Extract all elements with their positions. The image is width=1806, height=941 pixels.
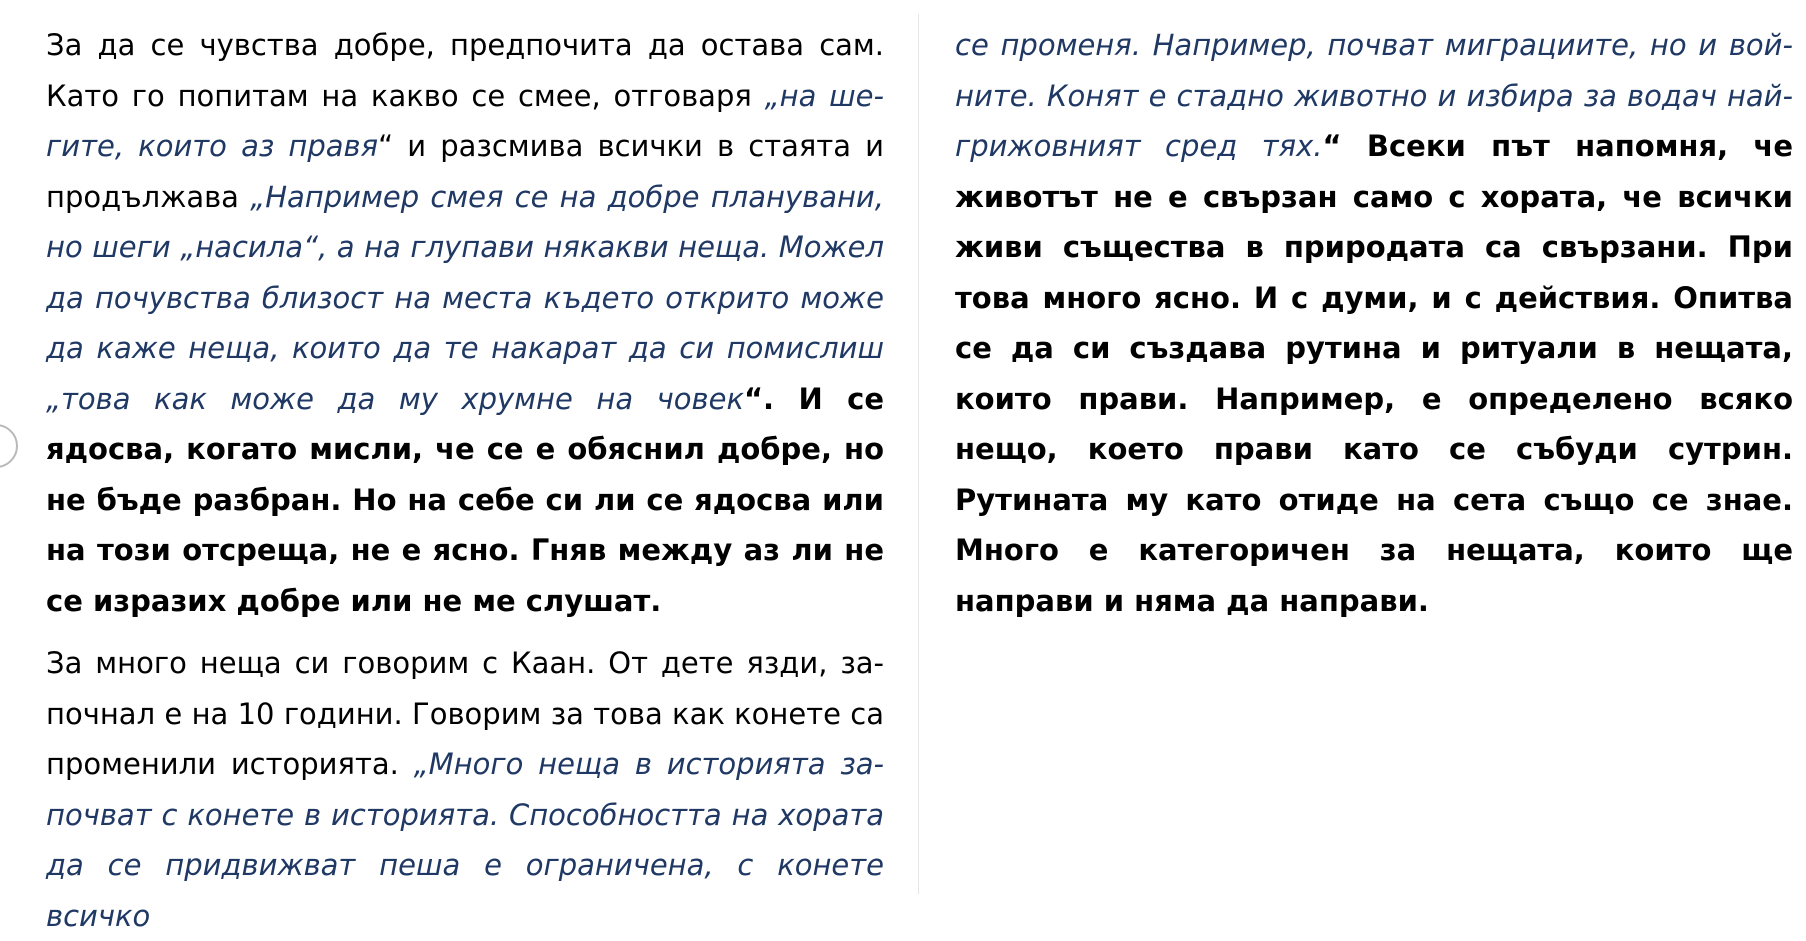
- right-page-column: [955, 20, 1793, 626]
- narration-text: “ и разсмива всички в стаята и продължава: [46, 129, 884, 214]
- emphasized-text: “. И се ядосва, когато мисли, че се е обяснил добре, но не бъде разбран. Но на себе си ли се ядосва или на този отсреща, не е ясно. Гняв между аз ли не се изразих добре или не ме слушат.: [46, 381, 884, 618]
- quote-text: „Например смея се на добре планувани, но шеги „насила“, а на глупави някакви неща. Можел да почувства близост на места където открито може да каже неща, които да те накарат да си помислиш „това как може да му хрумне на човек: [46, 179, 885, 416]
- emphasized-text: “ Всеки път напомня, че животът не е свързан само с хората, че всички живи същества в природата са свързани. При това много ясно. И с думи, и с действия. Опитва се да си създава рутина и ритуали в нещата, които прави. Например, е определено всяко нещо, което прави като се събуди сутрин. Рутината му като отиде на сета също се знае. Много е категоричен за нещата, които ще направи и няма да направи.: [955, 129, 1794, 618]
- quote-text: „Много неща в историята започват с конете в историята. Способността на хората да се придвижват пеша е ограничена, с конете всичко: [46, 747, 884, 933]
- narration-text: За много неща си говорим с Каан. От дете язди, започнал е на 10 години. Говорим за това как конете са променили историята.: [46, 646, 884, 781]
- left-paragraph-1: [46, 20, 884, 626]
- left-page-column: [46, 20, 884, 941]
- quote-text: „на шегите, които аз правя: [46, 78, 884, 163]
- quote-text: се променя. Например, почват миграциите, но и войните. Конят е стадно животно и избира за водач най-грижовният сред тях.: [955, 28, 1793, 163]
- right-paragraph-1: [955, 20, 1793, 626]
- narration-text: За да се чувства добре, предпочита да остава сам. Като го попитам на какво се смее, отговаря: [46, 28, 884, 113]
- column-divider: [918, 14, 919, 894]
- left-paragraph-2: [46, 638, 884, 941]
- page-edge-marker: [0, 424, 18, 468]
